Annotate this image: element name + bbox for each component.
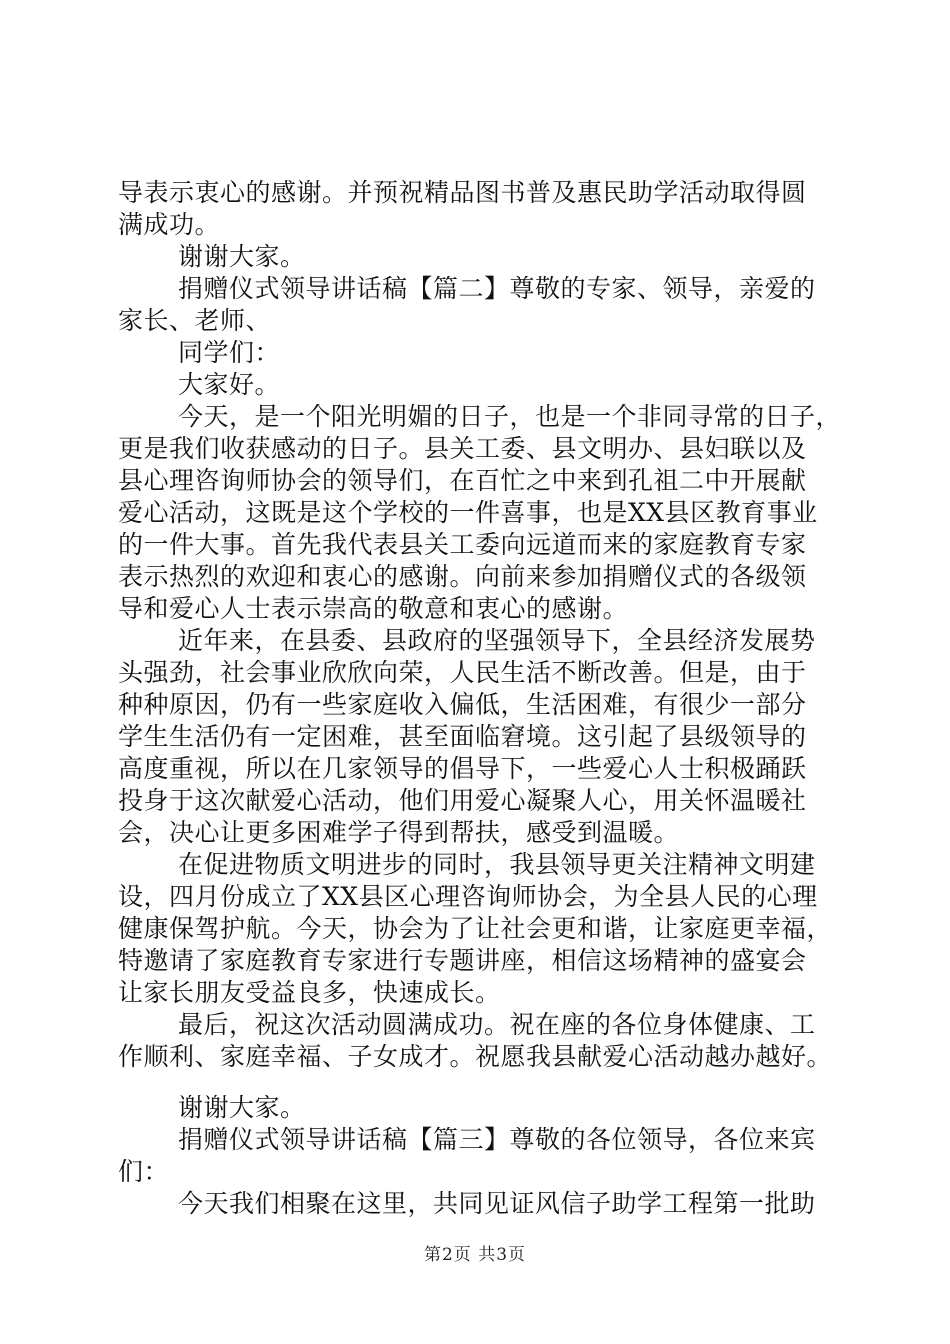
text-line: 作顺利、家庭幸福、子女成才。祝愿我县献爱心活动越办越好。	[118, 1042, 833, 1071]
page-number-footer: 第2页 共3页	[423, 1245, 527, 1265]
text-line: 近年来，在县委、县政府的坚强领导下，全县经济发展势	[178, 626, 816, 655]
text-line: 会，决心让更多困难学子得到帮扶，感受到温暖。	[118, 818, 680, 847]
text-line: 头强劲，社会事业欣欣向荣，人民生活不断改善。但是，由于	[118, 658, 807, 687]
text-line: 的一件大事。首先我代表县关工委向远道而来的家庭教育专家	[118, 530, 807, 559]
text-line: 县心理咨询师协会的领导们，在百忙之中来到孔祖二中开展献	[118, 466, 807, 495]
text-line: 最后，祝这次活动圆满成功。祝在座的各位身体健康、工	[178, 1010, 816, 1039]
text-line: 爱心活动，这既是这个学校的一件喜事，也是XX县区教育事业	[118, 498, 818, 527]
text-line: 在促进物质文明进步的同时，我县领导更关注精神文明建	[178, 850, 816, 879]
text-line: 表示热烈的欢迎和衷心的感谢。向前来参加捐赠仪式的各级领	[118, 562, 807, 591]
text-line: 高度重视，所以在几家领导的倡导下，一些爱心人士积极踊跃	[118, 754, 807, 783]
text-line: 设，四月份成立了XX县区心理咨询师协会，为全县人民的心理	[118, 882, 818, 911]
text-line: 捐赠仪式领导讲话稿【篇三】尊敬的各位领导，各位来宾	[178, 1125, 816, 1154]
text-line: 谢谢大家。	[178, 242, 306, 271]
text-line: 们：	[118, 1157, 170, 1186]
text-line: 今天，是一个阳光明媚的日子，也是一个非同寻常的日子，	[178, 402, 842, 431]
text-line: 更是我们收获感动的日子。县关工委、县文明办、县妇联以及	[118, 434, 807, 463]
text-line: 投身于这次献爱心活动，他们用爱心凝聚人心，用关怀温暖社	[118, 786, 807, 815]
text-line: 捐赠仪式领导讲话稿【篇二】尊敬的专家、领导，亲爱的	[178, 274, 816, 303]
text-line: 同学们：	[178, 338, 281, 367]
text-line: 导和爱心人士表示崇高的敬意和衷心的感谢。	[118, 594, 629, 623]
text-line: 满成功。	[118, 210, 221, 239]
text-line: 健康保驾护航。今天，协会为了让社会更和谐，让家庭更幸福，	[118, 914, 833, 943]
text-line: 种种原因，仍有一些家庭收入偏低，生活困难，有很少一部分	[118, 690, 807, 719]
text-line: 特邀请了家庭教育专家进行专题讲座，相信这场精神的盛宴会	[118, 946, 807, 975]
text-line: 大家好。	[178, 370, 281, 399]
text-line: 学生生活仍有一定困难，甚至面临窘境。这引起了县级领导的	[118, 722, 807, 751]
text-line: 今天我们相聚在这里，共同见证风信子助学工程第一批助	[178, 1189, 816, 1218]
text-line: 让家长朋友受益良多，快速成长。	[118, 978, 501, 1007]
text-line: 导表示衷心的感谢。并预祝精品图书普及惠民助学活动取得圆	[118, 178, 807, 207]
text-line: 家长、老师、	[118, 306, 272, 335]
text-line: 谢谢大家。	[178, 1093, 306, 1122]
